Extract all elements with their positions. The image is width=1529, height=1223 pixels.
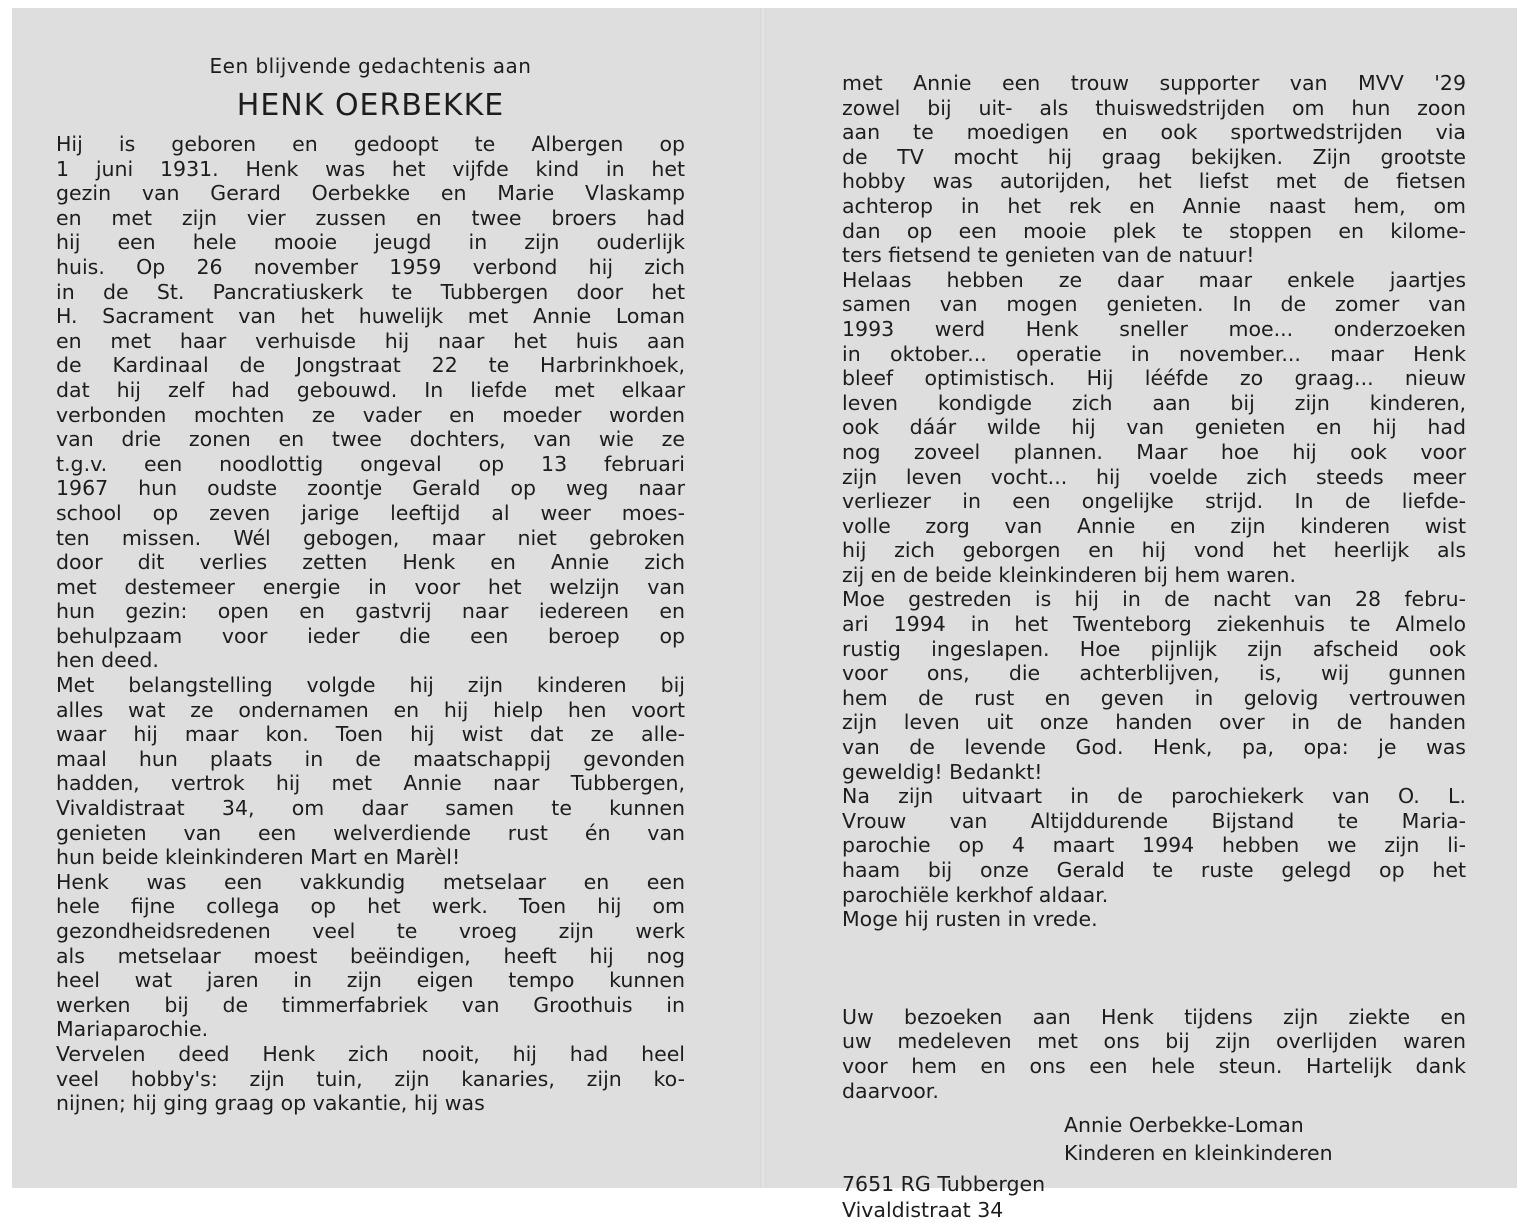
text-line: hij zich geborgen en hij vond het heerlijk als xyxy=(842,538,1466,563)
text-line: H. Sacrament van het huwelijk met Annie Loman xyxy=(56,304,685,329)
memorial-card xyxy=(12,8,1517,1223)
text-line: achterop in het rek en Annie naast hem, om xyxy=(842,193,1466,218)
text-line: Moge hij rusten in vrede. xyxy=(842,907,1098,932)
text-line: Henk was een vakkundig metselaar en een xyxy=(56,869,685,894)
text-line: bleef optimistisch. Hij lééfde zo graag... nieuw xyxy=(842,366,1466,391)
text-line: 1967 hun oudste zoontje Gerald op weg naar xyxy=(56,476,685,501)
text-line: zijn leven vocht... hij voelde zich steeds meer xyxy=(842,464,1466,489)
text-line: huis. Op 26 november 1959 verbond hij zich xyxy=(56,254,685,279)
text-line: als metselaar moest beëindigen, heeft hij nog xyxy=(56,943,685,968)
signature-name: Annie Oerbekke-Loman xyxy=(1064,1113,1304,1138)
text-line: hadden, vertrok hij met Annie naar Tubbergen, xyxy=(56,771,685,796)
text-line: zij en de beide kleinkinderen bij hem waren. xyxy=(842,562,1296,587)
text-line: hen deed. xyxy=(56,648,159,673)
text-line: in de St. Pancratiuskerk te Tubbergen door het xyxy=(56,279,685,304)
text-line: alles wat ze ondernamen en hij hielp hen voort xyxy=(56,697,685,722)
right-page xyxy=(842,8,1466,1223)
text-line: met Annie een trouw supporter van MVV '29 xyxy=(842,71,1466,95)
text-line: ook dáár wilde hij van genieten en hij had xyxy=(842,415,1466,440)
text-line: Helaas hebben ze daar maar enkele jaartjes xyxy=(842,267,1466,292)
text-line: aan te moedigen en ook sportwedstrijden via xyxy=(842,120,1466,145)
text-line: en met zijn vier zussen en twee broers had xyxy=(56,205,685,230)
text-line: verliezer in een ongelijke strijd. In de liefde- xyxy=(842,489,1466,514)
text-line: voor hem en ons een hele steun. Hartelijk dank xyxy=(842,1053,1466,1078)
text-line: hun beide kleinkinderen Mart en Marèl! xyxy=(56,845,461,870)
text-line: 1993 werd Henk sneller moe... onderzoeken xyxy=(842,316,1466,341)
text-line: hele fijne collega op het werk. Toen hij om xyxy=(56,894,685,919)
thanks-text xyxy=(842,1005,1466,1103)
text-line: door dit verlies zetten Henk en Annie zich xyxy=(56,550,685,575)
text-line: de Kardinaal de Jongstraat 22 te Harbrinkhoek, xyxy=(56,353,685,378)
text-line: Moe gestreden is hij in de nacht van 28 febru- xyxy=(842,587,1466,612)
text-line: met destemeer energie in voor het welzijn van xyxy=(56,574,685,599)
text-line: Vrouw van Altijddurende Bijstand te Maria- xyxy=(842,808,1466,833)
text-line: zowel bij uit- als thuiswedstrijden om hun zoon xyxy=(842,95,1466,120)
left-text xyxy=(56,132,685,1116)
text-line: gezin van Gerard Oerbekke en Marie Vlaskamp xyxy=(56,181,685,206)
text-line: voor ons, die achterblijven, is, wij gunnen xyxy=(842,661,1466,686)
text-line: hem de rust en geven in gelovig vertrouwen xyxy=(842,685,1466,710)
text-line: Mariaparochie. xyxy=(56,1017,209,1042)
text-line: t.g.v. een noodlottig ongeval op 13 februari xyxy=(56,451,685,476)
text-line: genieten van een welverdiende rust én van xyxy=(56,820,685,845)
left-page xyxy=(56,8,685,1116)
text-line: nijnen; hij ging graag op vakantie, hij was xyxy=(56,1091,485,1116)
text-line: werken bij de timmerfabriek van Groothuis in xyxy=(56,992,685,1017)
text-line: hobby was autorijden, het liefst met de fietsen xyxy=(842,169,1466,194)
text-line: samen van mogen genieten. In de zomer van xyxy=(842,292,1466,317)
text-line: volle zorg van Annie en zijn kinderen wist xyxy=(842,513,1466,538)
text-line: ters fietsend te genieten van de natuur! xyxy=(842,243,1255,268)
text-line: hij een hele mooie jeugd in zijn ouderlijk xyxy=(56,230,685,255)
text-line: rustig ingeslapen. Hoe pijnlijk zijn afscheid ook xyxy=(842,636,1466,661)
text-line: geweldig! Bedankt! xyxy=(842,759,1043,784)
text-line: heel wat jaren in zijn eigen tempo kunnen xyxy=(56,968,685,993)
text-line: ari 1994 in het Twenteborg ziekenhuis te Almelo xyxy=(842,612,1466,637)
text-line: verbonden mochten ze vader en moeder worden xyxy=(56,402,685,427)
text-line: parochie op 4 maart 1994 hebben we zijn li- xyxy=(842,833,1466,858)
text-line: daarvoor. xyxy=(842,1078,939,1103)
text-line: Na zijn uitvaart in de parochiekerk van O. L. xyxy=(842,784,1466,809)
text-line: maal hun plaats in de maatschappij gevonden xyxy=(56,746,685,771)
text-line: in oktober... operatie in november... maar Henk xyxy=(842,341,1466,366)
address-line: Vivaldistraat 34 xyxy=(842,1198,1004,1223)
signature-family: Kinderen en kleinkinderen xyxy=(1064,1141,1333,1166)
card-fold xyxy=(760,8,766,1188)
address-line: 7651 RG Tubbergen xyxy=(842,1172,1046,1197)
text-line: Met belangstelling volgde hij zijn kinderen bij xyxy=(56,673,685,698)
text-line: school op zeven jarige leeftijd al weer moes- xyxy=(56,500,685,525)
text-line: Vervelen deed Henk zich nooit, hij had heel xyxy=(56,1041,685,1066)
text-line: hun gezin: open en gastvrij naar iedereen en xyxy=(56,599,685,624)
right-text xyxy=(842,71,1466,932)
text-line: ten missen. Wél gebogen, maar niet gebroken xyxy=(56,525,685,550)
text-line: en met haar verhuisde hij naar het huis aan xyxy=(56,328,685,353)
text-line: zijn leven uit onze handen over in de handen xyxy=(842,710,1466,735)
text-line: van drie zonen en twee dochters, van wie ze xyxy=(56,427,685,452)
text-line: Uw bezoeken aan Henk tijdens zijn ziekte en xyxy=(842,1004,1466,1029)
text-line: behulpzaam voor ieder die een beroep op xyxy=(56,623,685,648)
text-line: dan op een mooie plek te stoppen en kilome- xyxy=(842,218,1466,243)
text-line: van de levende God. Henk, pa, opa: je was xyxy=(842,735,1466,760)
text-line: nog zoveel plannen. Maar hoe hij ook voor xyxy=(842,439,1466,464)
deceased-name: HENK OERBEKKE xyxy=(236,88,505,123)
text-line: gezondheidsredenen veel te vroeg zijn werk xyxy=(56,919,685,943)
text-line: waar hij maar kon. Toen hij wist dat ze alle- xyxy=(56,722,685,747)
card-heading: Een blijvende gedachtenis aan xyxy=(209,54,532,78)
text-line: parochiële kerkhof aldaar. xyxy=(842,882,1109,907)
text-line: dat hij zelf had gebouwd. In liefde met elkaar xyxy=(56,377,685,402)
text-line: leven kondigde zich aan bij zijn kinderen, xyxy=(842,390,1466,415)
text-line: Hij is geboren en gedoopt te Albergen op xyxy=(56,132,685,156)
text-line: de TV mocht hij graag bekijken. Zijn grootste xyxy=(842,144,1466,169)
text-line: Vivaldistraat 34, om daar samen te kunnen xyxy=(56,796,685,821)
text-line: uw medeleven met ons bij zijn overlijden waren xyxy=(842,1029,1466,1054)
text-line: veel hobby's: zijn tuin, zijn kanaries, zijn ko- xyxy=(56,1066,685,1091)
text-line: haam bij onze Gerald te ruste gelegd op het xyxy=(842,858,1466,882)
text-line: 1 juni 1931. Henk was het vijfde kind in het xyxy=(56,156,685,181)
